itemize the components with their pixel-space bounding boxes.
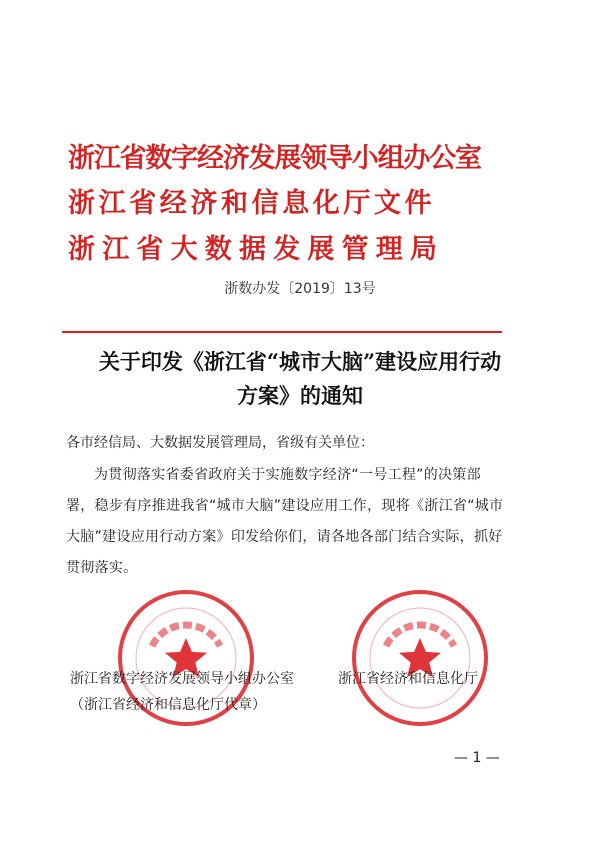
signature-note: （浙江省经济和信息化厅代章）	[70, 697, 266, 713]
official-seal-right	[352, 590, 488, 726]
issuer-line-1: 浙江省数字经济发展领导小组办公室	[68, 143, 481, 174]
document-title-line-1: 关于印发《浙江省“城市大脑”建设应用行动	[98, 349, 502, 374]
signature-org-1: 浙江省数字经济发展领导小组办公室	[70, 671, 294, 687]
seal-star-icon	[356, 594, 484, 722]
page-number: — 1 —	[454, 750, 500, 766]
issuer-line-2: 浙江省经济和信息化厅文件	[68, 188, 436, 219]
red-divider	[62, 331, 502, 333]
document-title-line-2: 方案》的通知	[237, 383, 363, 408]
document-number: 浙数办发〔2019〕13号	[224, 281, 376, 297]
body-paragraph: 为贯彻落实省委省政府关于实施数字经济“一号工程”的决策部署，稳步有序推进我省“城市大脑”建设应用工作，现将《浙江省“城市大脑”建设应用行动方案》印发给你们，请各地各部门结合实际，抓好贯彻落实。	[66, 467, 504, 576]
salutation: 各市经信局、大数据发展管理局，省级有关单位：	[66, 435, 374, 451]
issuer-line-3: 浙江省大数据发展管理局	[68, 234, 445, 265]
signature-org-2: 浙江省经济和信息化厅	[338, 671, 478, 687]
